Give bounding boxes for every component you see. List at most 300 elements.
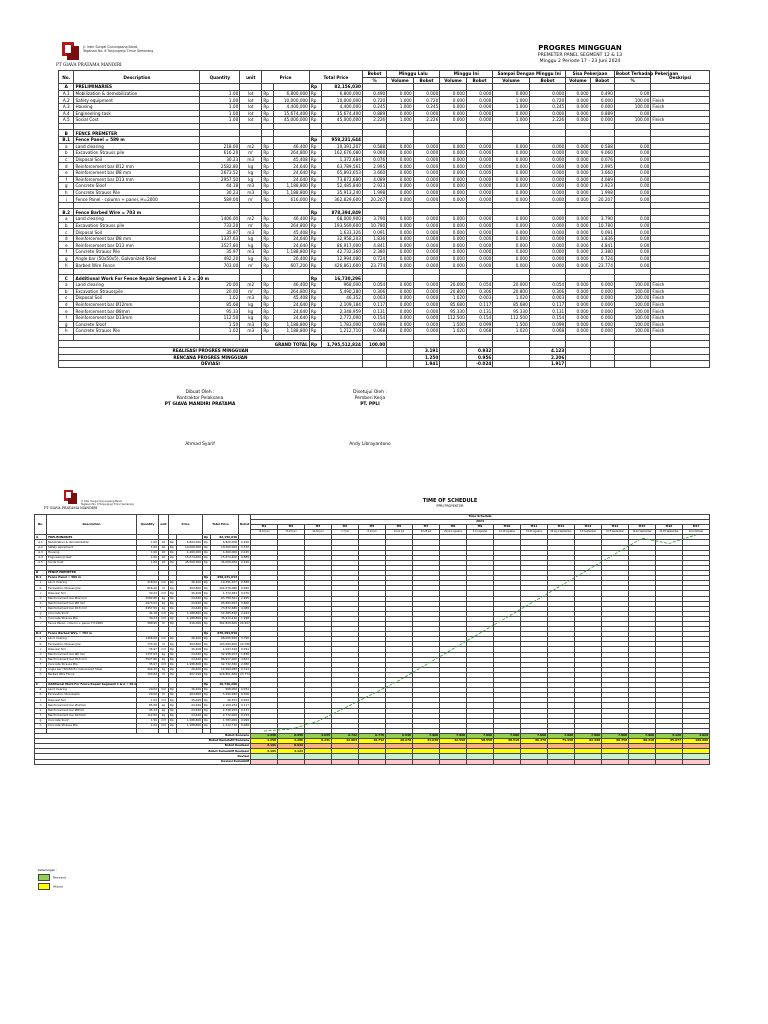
cell-bobot: 0.490 [362, 90, 386, 97]
cell-l_b: 0.000 [413, 90, 440, 97]
sch-summary-value: 1.250 [251, 734, 278, 739]
cell-bobot: 1.998 [362, 189, 386, 196]
sch-cell-price: 607,200 [177, 672, 203, 677]
sch-cell-unit: m2 [159, 688, 169, 693]
cell-price: 45,408 [274, 229, 309, 236]
cell-l_b: 0.000 [413, 176, 440, 183]
cell-r_b: 23.774 [590, 262, 614, 269]
cell-s_vol: 0.000 [493, 90, 529, 97]
cell-i_vol: 0.000 [440, 196, 467, 203]
cell-rp: Rp [262, 222, 274, 229]
cell-s_b: 0.099 [529, 321, 565, 328]
cell-rp: Rp [262, 189, 274, 196]
cell-l_b: 0.000 [413, 242, 440, 249]
cell-r_vol: 0.000 [566, 176, 590, 183]
sch-cell-qty: 1.00 [137, 540, 159, 545]
cell-i_vol: 0.000 [440, 235, 467, 242]
cell-rp2: Rp [309, 249, 321, 256]
cell-i_b: 0.099 [466, 321, 493, 328]
cell-r_vol: 0.000 [566, 262, 590, 269]
schedule-subtitle: PPRI PROYEKTOR [436, 504, 464, 508]
sch-cell-desc: Reinforcement bar D13mm [47, 713, 137, 718]
cell-rp: Rp [262, 156, 274, 163]
sch-summary-value [467, 759, 494, 764]
cell-r_b: 0.000 [590, 117, 614, 124]
cell-s_b: 0.245 [529, 103, 565, 110]
sch-cell-no: d [35, 596, 47, 601]
cell-desc: Fence Panel - column + panel, H=2000 [74, 196, 200, 203]
cell-ds: Finish [651, 308, 710, 315]
table-row [59, 163, 710, 170]
signature-contractor: Dibuat Oleh : Kontraktor Pelaksana PT GIAVA MANDIRI PRATAMA Ahmad Syarif [120, 390, 280, 448]
cell-s_b: 0.000 [529, 110, 565, 117]
col-ini-volume: Volume [440, 77, 467, 84]
sch-cell-price: 24,640 [177, 713, 203, 718]
cell-bobot: 0.091 [362, 229, 386, 236]
sch-summary-value: 7.960 [521, 734, 548, 739]
sch-cell-qty: 1.00 [137, 560, 159, 565]
sch-cell-total: 65,893,653 [211, 601, 239, 606]
sch-cell-total: 32,958,203 [211, 652, 239, 657]
cell-i_vol: 0.000 [440, 262, 467, 269]
cell-desc: Concrete Strauss Pile [74, 328, 200, 335]
progress-title: PROGRES MINGGUAN [538, 44, 622, 52]
cell-no: a [59, 216, 74, 223]
cell-s_vol: 1.000 [493, 117, 529, 124]
sch-week: M4 [332, 525, 359, 530]
cell-l_b: 0.000 [413, 282, 440, 289]
col-bt-pct: % [614, 77, 650, 84]
sch-cell-desc: Reinforcement bar Ø12mm [47, 703, 137, 708]
cell-desc: Concrete Sloof [74, 321, 200, 328]
sch-cell-total: 426,861,600 [211, 672, 239, 677]
summary-row [59, 361, 710, 368]
legend-real-label: Aktual [53, 884, 63, 889]
cell-no: e [59, 308, 74, 315]
sch-cell-rp2: Rp [203, 667, 211, 672]
cell-bt: 0.00 [614, 90, 650, 97]
sch-cell-qty: 2957.50 [137, 606, 159, 611]
table-row [59, 222, 710, 229]
sch-summary-value: 50.558 [467, 739, 494, 744]
sch-cell-rp: Rp [169, 581, 177, 586]
sch-summary-value [278, 759, 305, 764]
cell-ds: Finish [651, 314, 710, 321]
sch-cell-bobot: 0.245 [239, 550, 251, 555]
cell-s_b: 0.000 [529, 156, 565, 163]
cell-bobot: 3.790 [362, 216, 386, 223]
cell-no: A.1 [59, 90, 74, 97]
cell-qty: 35.97 [200, 249, 240, 256]
section-no: B.1 [59, 136, 74, 143]
cell-s_vol: 0.000 [493, 110, 529, 117]
sch-cell-desc: Reinforcement bar D13 mm [47, 657, 137, 662]
cell-desc: Engineering task [74, 110, 200, 117]
cell-rp2: Rp [309, 156, 321, 163]
sch-cell-bobot: 0.091 [239, 647, 251, 652]
cell-r_vol: 0.000 [566, 308, 590, 315]
cell-l_b: 0.000 [413, 143, 440, 150]
sch-cell-rp: Rp [169, 550, 177, 555]
cell-rp: Rp [262, 308, 274, 315]
cell-r_vol: 0.000 [566, 282, 590, 289]
cell-r_b: 0.000 [590, 97, 614, 104]
cell-bt: 0.00 [614, 255, 650, 262]
sch-cell-price: 26,400 [177, 667, 203, 672]
sch-cell-qty: 2673.52 [137, 601, 159, 606]
cell-i_b: 0.000 [466, 189, 493, 196]
cell-rp: Rp [262, 295, 274, 302]
cell-l_b: 2.226 [413, 117, 440, 124]
cell-no: d [59, 163, 74, 170]
sch-week-date: 15-21 Juli [386, 530, 413, 535]
sch-cell-rp2: Rp [203, 550, 211, 555]
sch-cell-price: 45,408 [177, 698, 203, 703]
cell-ds [651, 110, 710, 117]
sch-cell-price: 1,188,800 [177, 718, 203, 723]
cell-i_b: 0.000 [466, 183, 493, 190]
sch-cell-rp2: Rp [203, 606, 211, 611]
sch-cell-desc: Excavation Strausspile [47, 693, 137, 698]
cell-i_b: 0.000 [466, 97, 493, 104]
sch-cell-no: a [35, 581, 47, 586]
cell-s_b: 0.117 [529, 301, 565, 308]
sch-cell-no: c [35, 591, 47, 596]
sch-cell-price: 15,674,400 [177, 555, 203, 560]
col-sampai-dengan: Sampai Dengan Minggu Ini [493, 71, 566, 78]
cell-rp: Rp [262, 314, 274, 321]
cell-total: 10,391,207 [322, 143, 363, 150]
sch-cell-no: b [35, 642, 47, 647]
grand-total-rp: Rp [309, 341, 321, 348]
cell-rp2: Rp [309, 262, 321, 269]
cell-r_vol: 0.000 [566, 183, 590, 190]
sch-summary-label: Bobot Kumulatif Realisasi [35, 749, 251, 754]
cell-s_b: 0.068 [529, 328, 565, 335]
sch-cell-rp2: Rp [203, 586, 211, 591]
sch-cell-unit: m3 [159, 611, 169, 616]
cell-l_b: 0.000 [413, 235, 440, 242]
sch-cell-bobot: 0.724 [239, 667, 251, 672]
cell-r_b: 0.000 [590, 314, 614, 321]
sch-cell-desc: Land clearing [47, 637, 137, 642]
sch-cell-rp2: Rp [203, 540, 211, 545]
sch-summary-value [494, 759, 521, 764]
sch-summary-value [521, 759, 548, 764]
sch-cell-price: 1,188,800 [177, 723, 203, 728]
sch-cell-rp: Rp [203, 683, 211, 688]
sch-cell-unit: lot [159, 545, 169, 550]
cell-desc: Angle bar (50x50x5), Galvanized Steel [74, 255, 200, 262]
cell-total: 52,485,840 [322, 183, 363, 190]
cell-bt: 100.00 [614, 301, 650, 308]
cell-s_b: 2.226 [529, 117, 565, 124]
sch-time-schedule: Time Schedule [251, 515, 710, 520]
cell-rp2: Rp [309, 176, 321, 183]
sch-cell-unit: m3 [159, 718, 169, 723]
sch-cell-total: 82,156,030 [211, 535, 239, 540]
cell-bobot: 0.099 [362, 321, 386, 328]
cell-total: 46,352 [322, 295, 363, 302]
sch-cell-price: 264,800 [177, 642, 203, 647]
cell-no: A.2 [59, 97, 74, 104]
sch-week-date: 24-30 Juni [305, 530, 332, 535]
cell-r_vol: 0.000 [566, 169, 590, 176]
table-row [59, 255, 710, 262]
sch-cell-qty: 20.00 [137, 693, 159, 698]
sch-col-description: Description [47, 515, 137, 535]
cell-rp2: Rp [309, 117, 321, 124]
cell-price: 24,640 [274, 163, 309, 170]
cell-total: 73,872,680 [322, 176, 363, 183]
cell-r_b: 1.836 [590, 235, 614, 242]
sch-cell-no: c [35, 647, 47, 652]
sch-cell-bobot: 9.060 [239, 586, 251, 591]
table-spacer-row [59, 334, 710, 341]
cell-unit: m3 [240, 183, 262, 190]
cell-ds: Finish [651, 328, 710, 335]
sch-cell-total: 12,994,080 [211, 667, 239, 672]
cell-unit: kg [240, 176, 262, 183]
table-row [59, 110, 710, 117]
sch-cell-price: 24,640 [177, 657, 203, 662]
cell-price: 607,200 [274, 262, 309, 269]
sch-cell-qty: 35.97 [137, 662, 159, 667]
cell-unit: m' [240, 150, 262, 157]
sch-summary-value [629, 759, 656, 764]
cell-bt: 0.00 [614, 183, 650, 190]
sch-summary-value [656, 759, 683, 764]
cell-l_vol: 1.000 [387, 103, 414, 110]
cell-qty: 1.02 [200, 295, 240, 302]
sch-cell-price: 1,188,800 [177, 616, 203, 621]
cell-rp2: Rp [309, 196, 321, 203]
sch-summary-label: Deviasi [35, 754, 251, 759]
cell-total: 10,000,000 [322, 97, 363, 104]
summary-label: RENCANA PROGRES MINGGUAN [59, 354, 363, 361]
cell-r_vol: 0.000 [566, 229, 590, 236]
cell-rp: Rp [262, 242, 274, 249]
sch-cell-total: 1,633,326 [211, 647, 239, 652]
cell-l_b: 0.000 [413, 321, 440, 328]
table-row [59, 103, 710, 110]
sch-week: M6 [386, 525, 413, 530]
cell-r_b: 20.207 [590, 196, 614, 203]
cell-total: 1,372,684 [322, 156, 363, 163]
sch-col-price: Price [169, 515, 203, 535]
sch-cell-price: 1,188,800 [177, 662, 203, 667]
cell-r_b: 0.091 [590, 229, 614, 236]
sch-cell-rp2: Rp [203, 591, 211, 596]
cell-r_vol: 0.000 [566, 222, 590, 229]
sch-week-date: 5-11 Agustus [467, 530, 494, 535]
table-row [59, 242, 710, 249]
cell-l_vol: 0.000 [387, 242, 414, 249]
cell-r_b: 0.000 [590, 103, 614, 110]
cell-i_b: 0.000 [466, 196, 493, 203]
cell-no: c [59, 229, 74, 236]
cell-unit: kg [240, 235, 262, 242]
cell-s_b: 0.000 [529, 143, 565, 150]
table-row [59, 176, 710, 183]
summary-lalu: 1.941 [413, 361, 440, 368]
cell-i_vol: 112.500 [440, 314, 467, 321]
cell-s_vol: 0.000 [493, 249, 529, 256]
cell-l_b: 0.000 [413, 262, 440, 269]
table-row [59, 150, 710, 157]
sch-week-date: 10-16 Juni [251, 530, 278, 535]
col-total-price: Total Price [309, 71, 362, 84]
cell-desc: Concrete Strauss Pile [74, 249, 200, 256]
sch-cell-rp: Rp [169, 713, 177, 718]
table-row [59, 301, 710, 308]
cell-qty: 1.00 [200, 103, 240, 110]
cell-ds: Finish [651, 117, 710, 124]
sch-cell-unit: m2 [159, 581, 169, 586]
sch-cell-total: 2,109,184 [211, 703, 239, 708]
sch-cell-rp2: Rp [203, 718, 211, 723]
cell-l_vol: 0.000 [387, 288, 414, 295]
cell-total: 4,400,000 [322, 103, 363, 110]
cell-l_b: 0.000 [413, 169, 440, 176]
cell-total: 35,913,240 [322, 189, 363, 196]
sch-cell-rp: Rp [169, 586, 177, 591]
cell-i_vol: 0.000 [440, 143, 467, 150]
cell-i_b: 0.117 [466, 301, 493, 308]
company-logo-icon [62, 42, 80, 60]
sch-cell-no: f [35, 606, 47, 611]
sch-cell-unit: kg [159, 606, 169, 611]
cell-rp2: Rp [309, 255, 321, 262]
sch-summary-value: 95.677 [656, 739, 683, 744]
sch-cell-price: 24,640 [177, 596, 203, 601]
section-desc: Fence Panel = 589 m [74, 136, 200, 143]
sch-cell-qty: 1.02 [137, 723, 159, 728]
sch-cell-no: A.2 [35, 545, 47, 550]
cell-qty: 1.02 [200, 328, 240, 335]
cell-ds [651, 189, 710, 196]
sch-summary-label: Bobot Rencana [35, 734, 251, 739]
cell-rp2: Rp [309, 314, 321, 321]
cell-desc: Reinforcement bar D13 mm [74, 242, 200, 249]
sch-cell-rp: Rp [169, 667, 177, 672]
cell-bobot: 0.154 [362, 314, 386, 321]
sch-cell-rp2: Rp [203, 581, 211, 586]
sch-cell-rp2: Rp [203, 611, 211, 616]
cell-ds [651, 262, 710, 269]
sch-cell-bobot: 10.780 [240, 641, 250, 646]
sch-cell-unit: kg [159, 657, 169, 662]
cell-s_vol: 0.000 [493, 255, 529, 262]
cell-bobot: 23.774 [362, 262, 386, 269]
cell-i_b: 0.000 [466, 216, 493, 223]
cell-qty: 2957.50 [200, 176, 240, 183]
sch-cell-unit: m3 [159, 647, 169, 652]
cell-bt: 100.00 [614, 288, 650, 295]
cell-rp2: Rp [309, 163, 321, 170]
sch-cell-no: g [35, 611, 47, 616]
cell-l_vol: 0.000 [387, 249, 414, 256]
sch-cell-total: 46,352 [211, 698, 239, 703]
cell-i_b: 0.131 [466, 308, 493, 315]
cell-rp: Rp [262, 97, 274, 104]
sch-summary-value: 42.598 [440, 739, 467, 744]
cell-bt: 100.00 [614, 282, 650, 289]
cell-desc: Reinforcement bar D13mm [74, 314, 200, 321]
cell-price: 24,640 [274, 176, 309, 183]
col-deskripsi: Deskripsi [651, 71, 710, 84]
sch-cell-no: a [35, 637, 47, 642]
sch-week: M10 [494, 525, 521, 530]
cell-desc: Social Cost [74, 117, 200, 124]
cell-l_b: 0.000 [413, 183, 440, 190]
sch-summary-value: 0.932 [278, 744, 305, 749]
sch-cell-bobot: 0.588 [239, 581, 251, 586]
section-no: B.2 [59, 209, 74, 216]
cell-unit: m2 [240, 282, 262, 289]
cell-s_vol: 0.000 [493, 262, 529, 269]
cell-desc: Excavation Strausspile [74, 288, 200, 295]
sch-cell-qty: 218.00 [137, 581, 159, 586]
sch-cell-rp2: Rp [203, 642, 211, 647]
sch-cell-rp2: Rp [203, 698, 211, 703]
sch-week-date: 16-22 September [629, 530, 656, 535]
cell-l_vol: 0.000 [387, 216, 414, 223]
cell-desc: Disposal Soil [74, 156, 200, 163]
sch-summary-value: 7.960 [548, 734, 575, 739]
cell-total: 15,674,400 [322, 110, 363, 117]
sch-cell-unit: m3 [159, 662, 169, 667]
cell-total: 5,490,280 [322, 288, 363, 295]
cell-l_b: 0.000 [413, 196, 440, 203]
table-row [59, 156, 710, 163]
cell-qty: 218.00 [200, 143, 240, 150]
cell-price: 264,800 [274, 288, 309, 295]
cell-qty: 1.00 [200, 110, 240, 117]
cell-unit: m' [240, 196, 262, 203]
cell-l_vol: 0.000 [387, 301, 414, 308]
cell-price: 26,400 [274, 255, 309, 262]
cell-bobot: 0.889 [362, 110, 386, 117]
cell-rp: Rp [262, 282, 274, 289]
sch-summary-value: 0.956 [278, 734, 305, 739]
cell-price: 45,408 [274, 156, 309, 163]
cell-s_b: 0.000 [529, 150, 565, 157]
table-row [59, 229, 710, 236]
sch-week: M1 [251, 525, 278, 530]
sch-cell-desc: FENCE PREMETER [47, 571, 137, 576]
cell-no: A.3 [59, 103, 74, 110]
cell-price: 1,188,800 [274, 183, 309, 190]
cell-total: 968,000 [322, 282, 363, 289]
cell-desc: Reinforcement bar Ø8 mm [74, 235, 200, 242]
cell-r_b: 0.000 [590, 328, 614, 335]
cell-desc: Land clearing [74, 143, 200, 150]
sch-cell-price: 45,408 [177, 647, 203, 652]
cell-i_vol: 0.000 [440, 90, 467, 97]
cell-s_b: 0.054 [529, 282, 565, 289]
cell-bobot: 9.060 [362, 150, 386, 157]
cell-i_b: 0.000 [466, 249, 493, 256]
sch-cell-total: 45,000,000 [211, 560, 239, 565]
cell-ds [651, 216, 710, 223]
cell-s_vol: 1.000 [493, 103, 529, 110]
sch-cell-no: b [35, 693, 47, 698]
sch-cell-total: 4,400,000 [211, 550, 239, 555]
cell-ds: Finish [651, 301, 710, 308]
sch-cell-rp: Rp [169, 560, 177, 565]
cell-bt: 0.00 [614, 169, 650, 176]
